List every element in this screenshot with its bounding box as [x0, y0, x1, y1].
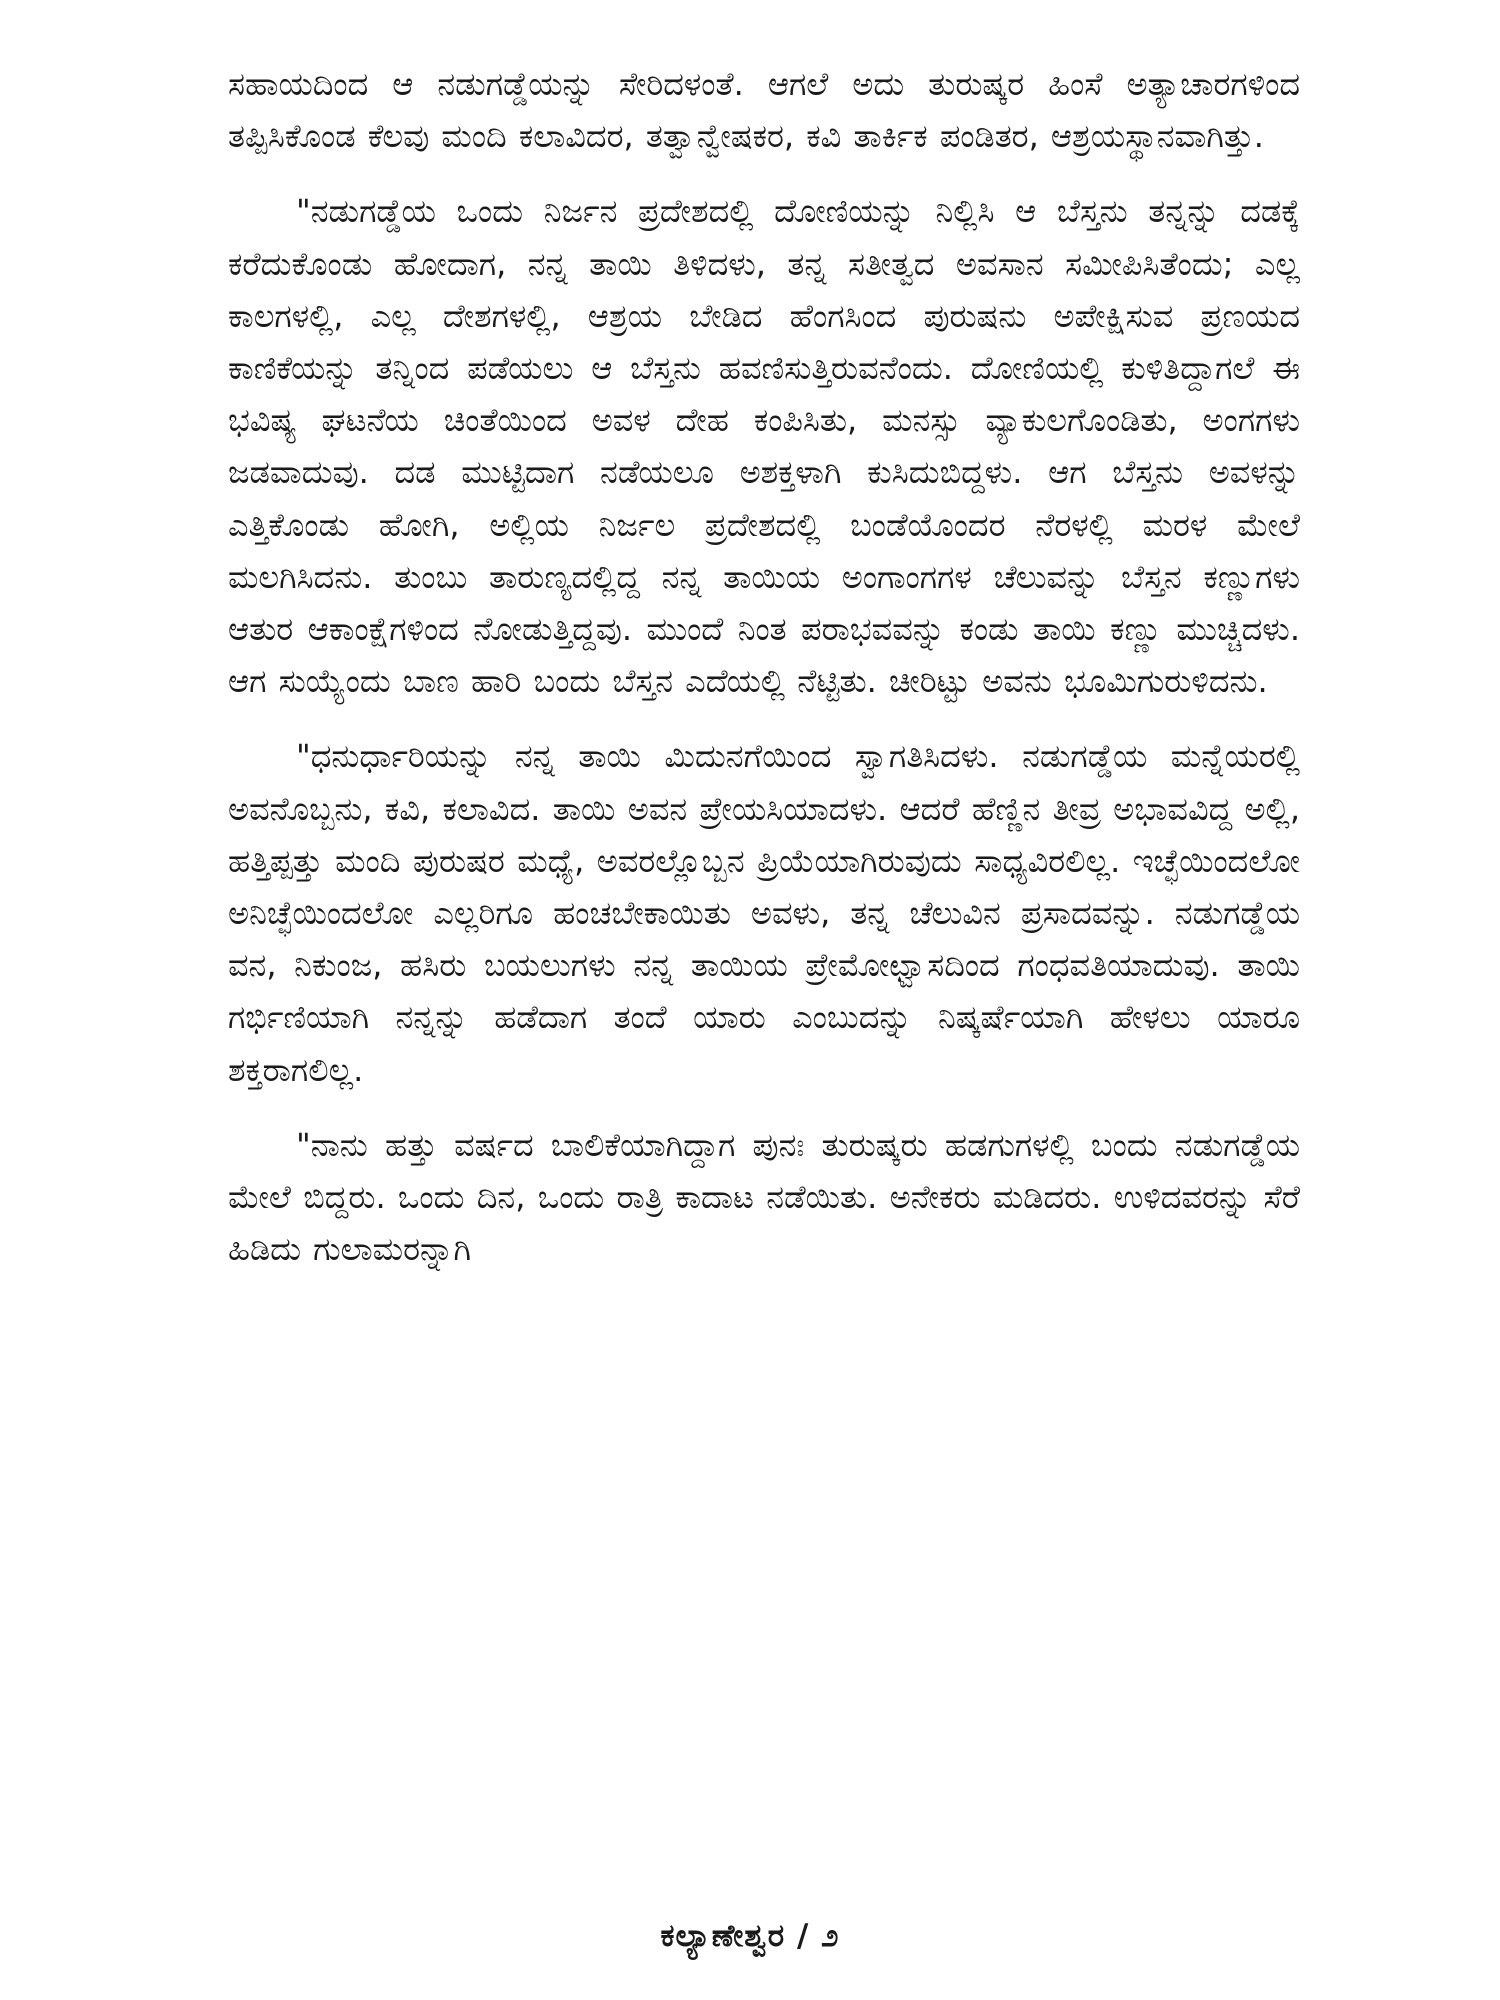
- page-footer: ಕಲ್ಯಾಣೇಶ್ವರ / ೨: [660, 1918, 840, 1954]
- paragraph-3: "ಧನುರ್ಧಾರಿಯನ್ನು ನನ್ನ ತಾಯಿ ಮಿದುನಗೆಯಿಂದ ಸ್ವಾಗತಿಸಿದಳು. ನಡುಗಡ್ಡೆಯ ಮನ್ನೆಯರಲ್ಲಿ ಅವನೊಬ್ಬನು, ಕವಿ, ಕಲಾವಿದ. ತಾಯಿ ಅವನ ಪ್ರೇಯಸಿಯಾದಳು. ಆದರೆ ಹೆಣ್ಣಿನ ತೀವ್ರ ಅಭಾವವಿದ್ದ ಅಲ್ಲಿ, ಹತ್ತಿಪ್ಪತ್ತು ಮಂದಿ ಪುರುಷರ ಮಧ್ಯೆ, ಅವರಲ್ಲೊಬ್ಬನ ಪ್ರಿಯೆಯಾಗಿರುವುದು ಸಾಧ್ಯವಿರಲಿಲ್ಲ. ಇಚ್ಛೆಯಿಂದಲೋ ಅನಿಚ್ಛೆಯಿಂದಲೋ ಎಲ್ಲರಿಗೂ ಹಂಚಬೇಕಾಯಿತು ಅವಳು, ತನ್ನ ಚೆಲುವಿನ ಪ್ರಸಾದವನ್ನು. ನಡುಗಡ್ಡೆಯ ವನ, ನಿಕುಂಜ, ಹಸಿರು ಬಯಲುಗಳು ನನ್ನ ತಾಯಿಯ ಪ್ರೇಮೋಛ್ವಾಸದಿಂದ ಗಂಧವತಿಯಾದುವು. ತಾಯಿ ಗರ್ಭಿಣಿಯಾಗಿ ನನ್ನನ್ನು ಹಡೆದಾಗ ತಂದೆ ಯಾರು ಎಂಬುದನ್ನು ನಿಷ್ಕರ್ಷೆಯಾಗಿ ಹೇಳಲು ಯಾರೂ ಶಕ್ತರಾಗಲಿಲ್ಲ.: [228, 737, 1300, 1089]
- paragraph-2: "ನಡುಗಡ್ಡೆಯ ಒಂದು ನಿರ್ಜನ ಪ್ರದೇಶದಲ್ಲಿ ದೋಣಿಯನ್ನು ನಿಲ್ಲಿಸಿ ಆ ಬೆಸ್ತನು ತನ್ನನ್ನು ದಡಕ್ಕೆ ಕರೆದುಕೊಂಡು ಹೋದಾಗ, ನನ್ನ ತಾಯಿ ತಿಳಿದಳು, ತನ್ನ ಸತೀತ್ವದ ಅವಸಾನ ಸಮೀಪಿಸಿತೆಂದು; ಎಲ್ಲ ಕಾಲಗಳಲ್ಲಿ, ಎಲ್ಲ ದೇಶಗಳಲ್ಲಿ, ಆಶ್ರಯ ಬೇಡಿದ ಹೆಂಗಸಿಂದ ಪುರುಷನು ಅಪೇಕ್ಷಿಸುವ ಪ್ರಣಯದ ಕಾಣಿಕೆಯನ್ನು ತನ್ನಿಂದ ಪಡೆಯಲು ಆ ಬೆಸ್ತನು ಹವಣಿಸುತ್ತಿರುವನೆಂದು. ದೋಣಿಯಲ್ಲಿ ಕುಳಿತಿದ್ದಾಗಲೆ ಈ ಭವಿಷ್ಯ ಘಟನೆಯ ಚಿಂತೆಯಿಂದ ಅವಳ ದೇಹ ಕಂಪಿಸಿತು, ಮನಸ್ಸು ವ್ಯಾಕುಲಗೊಂಡಿತು, ಅಂಗಗಳು ಜಡವಾದುವು. ದಡ ಮುಟ್ಟಿದಾಗ ನಡೆಯಲೂ ಅಶಕ್ತಳಾಗಿ ಕುಸಿದುಬಿದ್ದಳು. ಆಗ ಬೆಸ್ತನು ಅವಳನ್ನು ಎತ್ತಿಕೊಂಡು ಹೋಗಿ, ಅಲ್ಲಿಯ ನಿರ್ಜಲ ಪ್ರದೇಶದಲ್ಲಿ ಬಂಡೆಯೊಂದರ ನೆರಳಲ್ಲಿ ಮರಳ ಮೇಲೆ ಮಲಗಿಸಿದನು. ತುಂಬು ತಾರುಣ್ಯದಲ್ಲಿದ್ದ ನನ್ನ ತಾಯಿಯ ಅಂಗಾಂಗಗಳ ಚೆಲುವನ್ನು ಬೆಸ್ತನ ಕಣ್ಣುಗಳು ಆತುರ ಆಕಾಂಕ್ಷೆಗಳಿಂದ ನೋಡುತ್ತಿದ್ದವು. ಮುಂದೆ ನಿಂತ ಪರಾಭವವನ್ನು ಕಂಡು ತಾಯಿ ಕಣ್ಣು ಮುಚ್ಚಿದಳು. ಆಗ ಸುಯ್ಯೆಂದು ಬಾಣ ಹಾರಿ ಬಂದು ಬೆಸ್ತನ ಎದೆಯಲ್ಲಿ ನೆಟ್ಟಿತು. ಚೀರಿಟ್ಟು ಅವನು ಭೂಮಿಗುರುಳಿದನು.: [228, 192, 1300, 701]
- paragraph-4: "ನಾನು ಹತ್ತು ವರ್ಷದ ಬಾಲಿಕೆಯಾಗಿದ್ದಾಗ ಪುನಃ ತುರುಷ್ಕರು ಹಡಗುಗಳಲ್ಲಿ ಬಂದು ನಡುಗಡ್ಡೆಯ ಮೇಲೆ ಬಿದ್ದರು. ಒಂದು ದಿನ, ಒಂದು ರಾತ್ರಿ ಕಾದಾಟ ನಡೆಯಿತು. ಅನೇಕರು ಮಡಿದರು. ಉಳಿದವರನ್ನು ಸೆರೆ ಹಿಡಿದು ಗುಲಾಮರನ್ನಾಗಿ: [228, 1125, 1300, 1269]
- body-text: [228, 58, 1300, 1275]
- paragraph-1: ಸಹಾಯದಿಂದ ಆ ನಡುಗಡ್ಡೆಯನ್ನು ಸೇರಿದಳಂತೆ. ಆಗಲೆ ಅದು ತುರುಷ್ಕರ ಹಿಂಸೆ ಅತ್ಯಾಚಾರಗಳಿಂದ ತಪ್ಪಿಸಿಕೊಂಡ ಕೆಲವು ಮಂದಿ ಕಲಾವಿದರ, ತತ್ವಾನ್ವೇಷಕರ, ಕವಿ ತಾರ್ಕಿಕ ಪಂಡಿತರ, ಆಶ್ರಯಸ್ಥಾನವಾಗಿತ್ತು.: [228, 65, 1300, 156]
